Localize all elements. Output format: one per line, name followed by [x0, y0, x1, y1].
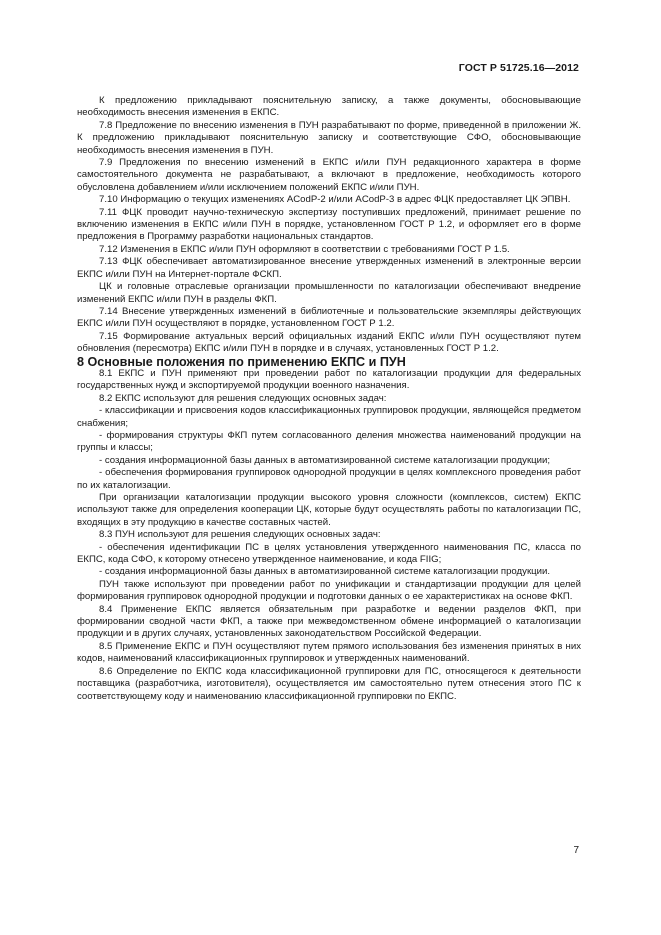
list-item: - классификации и присвоения кодов классификационных группировок продукции, являющейся предметом снабжения;: [77, 405, 581, 429]
list-item: - обеспечения идентификации ПС в целях установления утвержденного наименования ПС, класса по ЕКПС, кода СФО, к которому отнесено утвержденное наименование, и кода FIIG;: [77, 541, 581, 566]
paragraph: 8.6 Определение по ЕКПС кода классификационной группировки для ПС, относящегося к деятельности поставщика (разработчика, изготовителя), осуществляется им самостоятельно путем отнесения этого ПС к соответствующему коду и наименованию классификационной группировки по ЕКПС.: [77, 665, 581, 702]
paragraph: 7.8 Предложение по внесению изменения в ПУН разрабатывают по форме, приведенной в приложении Ж. К предложению прикладывают пояснительную записку и соответствующие СФО, обосновывающие необходимость внесения изменения в ПУН.: [77, 119, 581, 156]
paragraph: 8.3 ПУН используют для решения следующих основных задач:: [99, 529, 381, 541]
list-item: - создания информационной базы данных в автоматизированной системе каталогизации продукции.: [99, 566, 551, 578]
paragraph: 7.10 Информацию о текущих изменениях ACodP-2 и/или ACodP-3 в адрес ФЦК предоставляет ЦК ЭПВН.: [99, 194, 571, 206]
paragraph: 7.13 ФЦК обеспечивает автоматизированное внесение утвержденных изменений в электронные версии ЕКПС и/или ПУН на Интернет-портале ФСКП.: [77, 256, 581, 280]
paragraph: 8.2 ЕКПС используют для решения следующих основных задач:: [99, 392, 387, 404]
paragraph: 7.15 Формирование актуальных версий официальных изданий ЕКПС и/или ПУН осуществляют путем обновления (пересмотра) ЕКПС и/или ПУН в порядке и в случаях, установленных ГОСТ Р 1.2.: [77, 330, 581, 355]
section-title: 8 Основные положения по применению ЕКПС и ПУН: [77, 354, 406, 369]
paragraph: 8.5 Применение ЕКПС и ПУН осуществляют путем прямого использования без изменения принятых в них кодов, наименований классификационных группировок и утвержденных наименований.: [77, 640, 581, 665]
paragraph: При организации каталогизации продукции высокого уровня сложности (комплексов, систем) ЕКПС используют также для определения кооперации ЦК, которые будут осуществлять работы по каталогизации ПС, входящих в эту продукцию в качестве составных частей.: [77, 492, 581, 528]
document-code-header: ГОСТ Р 51725.16—2012: [458, 62, 579, 74]
paragraph: 7.9 Предложения по внесению изменений в ЕКПС и/или ПУН редакционного характера в форме самостоятельного документа не разрабатывают, а включают в предложение, необходимость которого обусловлена добавлением и/или исключением положений ЕКПС и/или ПУН.: [77, 157, 581, 193]
page-number: 7: [573, 845, 579, 856]
paragraph: К предложению прикладывают пояснительную записку, а также документы, обосновывающие необходимость внесения изменения в ЕКПС.: [77, 95, 581, 119]
paragraph: 7.12 Изменения в ЕКПС и/или ПУН оформляют в соответствии с требованиями ГОСТ Р 1.5.: [99, 243, 510, 255]
list-item: - создания информационной базы данных в автоматизированной системе каталогизации продукции;: [99, 454, 551, 466]
paragraph: 7.11 ФЦК проводит научно-техническую экспертизу поступивших предложений, принимает решение по включению изменения в ЕКПС и/или ПУН в порядке, установленном ГОСТ Р 1.2, и оформляет его в форме предложения в Программу разработки национальных стандартов.: [77, 206, 581, 243]
paragraph: 8.1 ЕКПС и ПУН применяют при проведении работ по каталогизации продукции для федеральных государственных нужд и экспортируемой продукции военного назначения.: [77, 367, 581, 392]
paragraph: 8.4 Применение ЕКПС является обязательным при разработке и ведении разделов ФКП, при формировании сводной части ФКП, а также при межведомственном обмене информацией о каталогизации продукции и в других случаях, установленных законодательством Российской Федерации.: [77, 603, 581, 640]
paragraph: ЦК и головные отраслевые организации промышленности по каталогизации обеспечивают внедрение изменений ЕКПС и/или ПУН в разделы ФКП.: [77, 281, 581, 305]
paragraph: ПУН также используют при проведении работ по унификации и стандартизации продукции для целей формирования группировок однородной продукции и подготовки данных о ее характеристиках на основе ФКП.: [77, 578, 581, 603]
paragraph: 7.14 Внесение утвержденных изменений в библиотечные и пользовательские экземпляры действующих ЕКПС и/или ПУН осуществляют в порядке, установленном ГОСТ Р 1.2.: [77, 305, 581, 330]
page-content: [77, 95, 581, 703]
list-item: - обеспечения формирования группировок однородной продукции в целях комплексного проведения работ по их каталогизации.: [77, 467, 581, 491]
list-item: - формирования структуры ФКП путем согласованного деления множества наименований продукции на группы и классы;: [77, 429, 581, 454]
